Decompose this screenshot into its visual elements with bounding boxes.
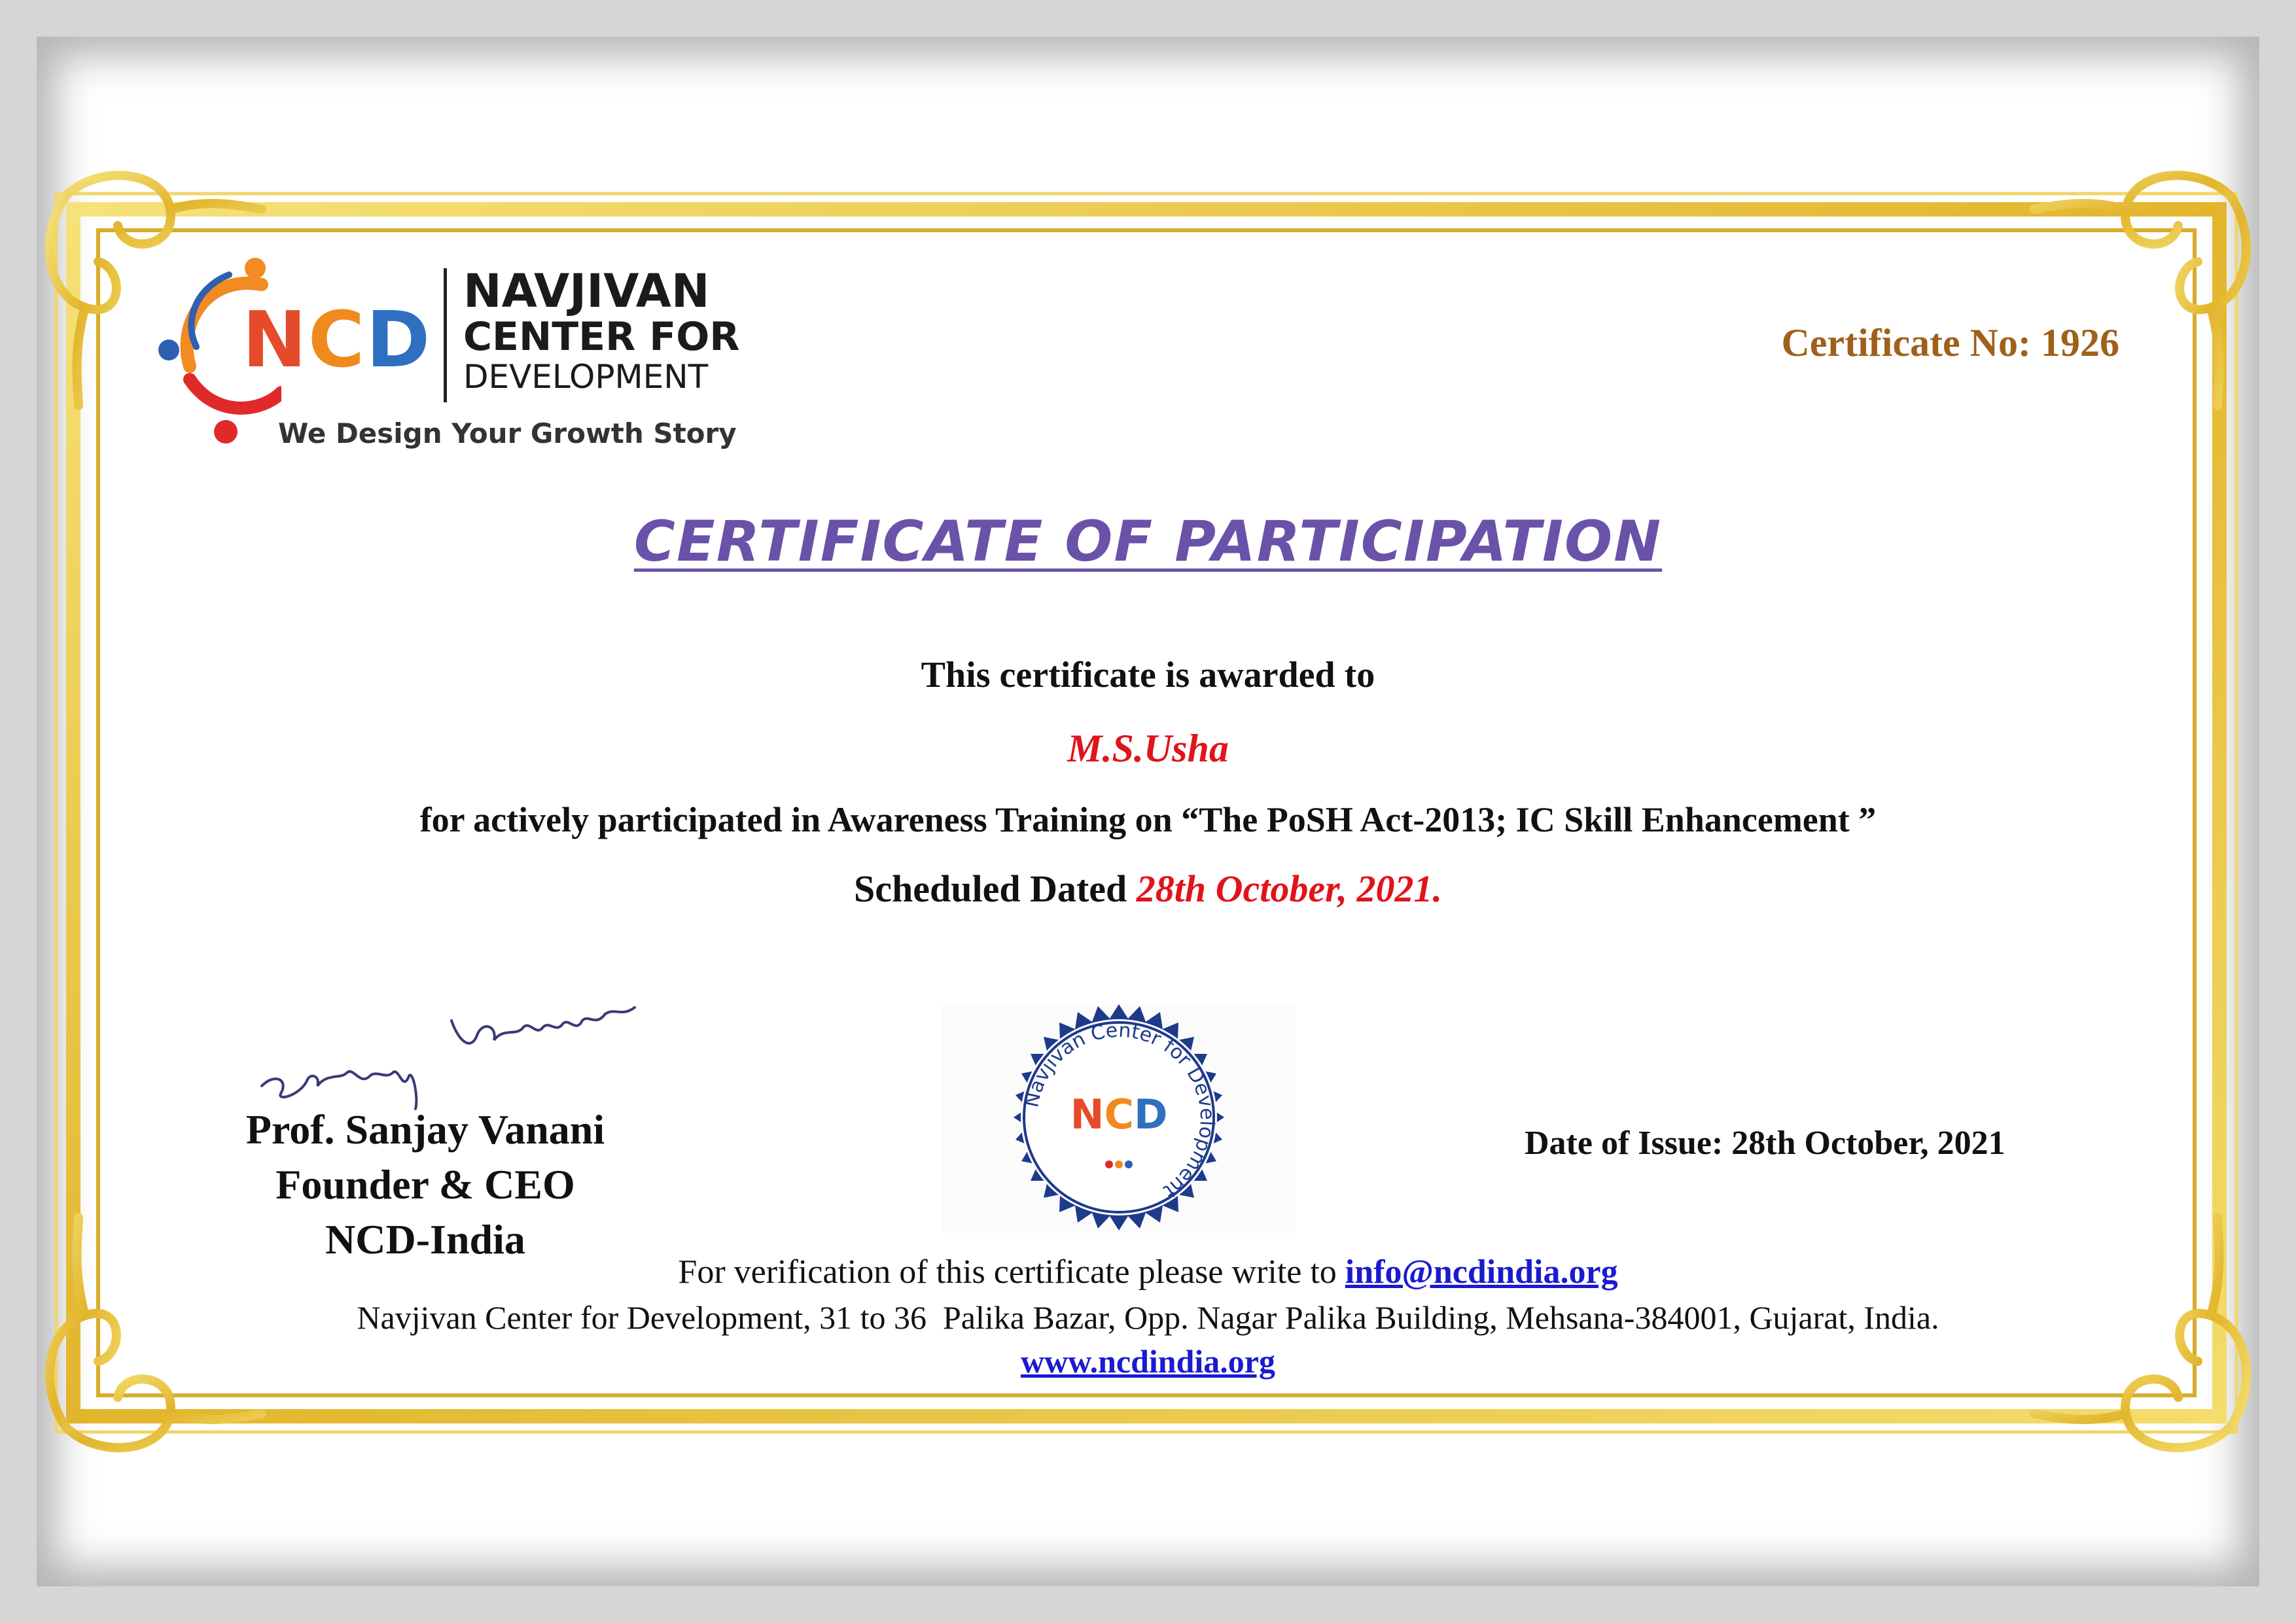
ncd-seal — [942, 1004, 1296, 1233]
signatory-role: Founder & CEO — [275, 1161, 575, 1208]
seal-graphic — [1001, 1004, 1237, 1233]
date-of-issue: Date of Issue: 28th October, 2021 — [1525, 1125, 2005, 1162]
recipient-name — [0, 726, 2296, 771]
scheduled-date: 28th October, 2021. — [1136, 867, 1443, 910]
logo-divider — [444, 268, 447, 402]
certificate-title — [0, 509, 2296, 574]
signatory-org: NCD-India — [325, 1216, 525, 1263]
certificate-number: Certificate No: 1926 — [1781, 321, 2119, 364]
logo-initials — [242, 294, 431, 385]
handwritten-signature — [249, 981, 654, 1112]
awarded-to-label: This certificate is awarded to — [921, 655, 1375, 695]
verification-line — [0, 1253, 2296, 1291]
verification-label: For verification of this certificate please write to — [678, 1253, 1337, 1291]
logo-name-line3: DEVELOPMENT — [463, 358, 709, 396]
website-line — [0, 1342, 2296, 1380]
scheduled-label: Scheduled Dated — [853, 867, 1127, 910]
logo-initial-d: D — [366, 294, 432, 385]
logo-name-line1: NAVJIVAN — [463, 264, 710, 318]
address-line: Navjivan Center for Development, 31 to 36 Palika Bazar, Opp. Nagar Palika Building, Mehsana-384001, Gujarat, India. — [357, 1299, 1939, 1336]
logo-initial-n: N — [242, 294, 308, 385]
participation-text: for actively participated in Awareness Training on “The PoSH Act-2013; IC Skill Enhancement ” — [419, 800, 1877, 839]
scheduled-line — [0, 867, 2296, 911]
signatory-block — [222, 1102, 628, 1267]
seal-ring-text: Navjivan Center for Development — [1020, 1019, 1219, 1203]
logo-name-line2: CENTER FOR — [463, 314, 740, 360]
logo-tagline: We Design Your Growth Story — [278, 417, 737, 449]
signatory-name: Prof. Sanjay Vanani — [245, 1106, 605, 1153]
logo-initial-c: C — [308, 294, 366, 385]
verification-email-link[interactable]: info@ncdindia.org — [1345, 1253, 1618, 1291]
ncd-logo — [150, 249, 779, 464]
website-link[interactable]: www.ncdindia.org — [1021, 1343, 1275, 1380]
title-text: CERTIFICATE OF PARTICIPATION — [633, 509, 1663, 574]
seal-initials: NCD — [1070, 1091, 1168, 1138]
recipient-name-text: M.S.Usha — [1067, 727, 1229, 770]
